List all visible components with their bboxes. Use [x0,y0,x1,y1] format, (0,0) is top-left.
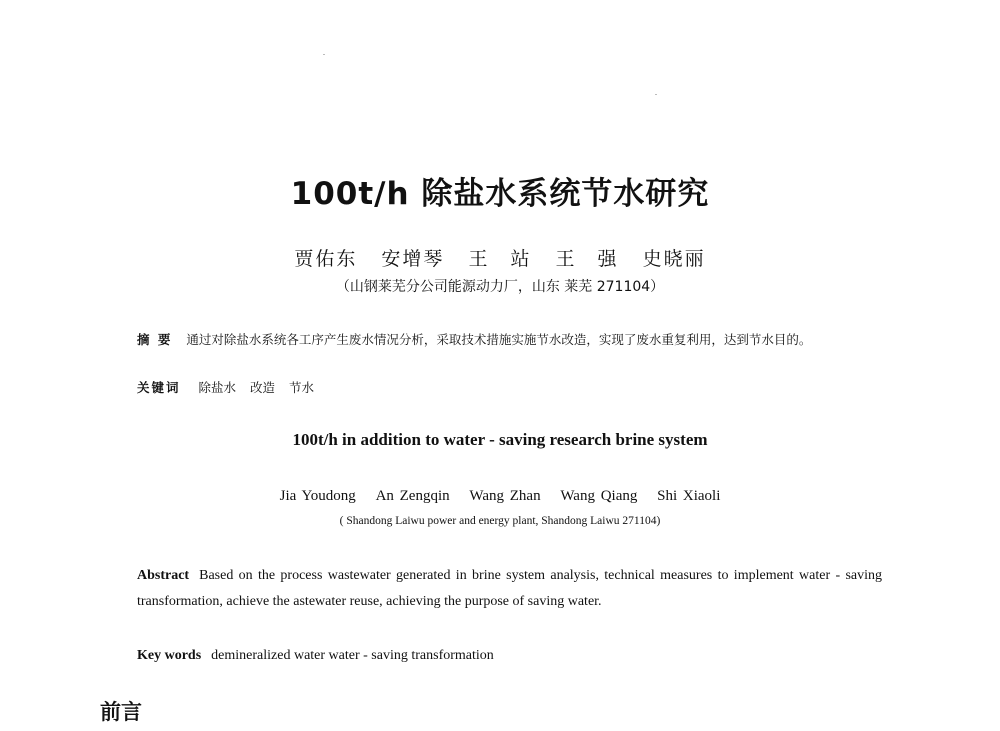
scan-speck [323,54,325,55]
affiliation-cn: （山钢莱芜分公司能源动力厂，山东 莱芜 271104） [335,279,665,295]
abstract-text-cn: 通过对除盐水系统各工序产生废水情况分析，采取技术措施实施节水改造，实现了废水重复利用，达到节水目的。 [186,332,812,347]
author-name-en: Jia Youdong [279,488,356,504]
keyword-cn: 节水 [289,380,315,395]
keywords-label-cn: 关键词 [137,380,181,395]
keywords-cn [137,378,882,398]
abstract-label-en: Abstract [137,568,190,583]
author-name-en: An Zengqin [375,488,450,504]
abstract-label-cn: 摘 要 [137,332,173,347]
author-name-cn: 贾佑东 [294,248,358,270]
author-name-cn: 安增琴 [381,248,445,270]
author-name-en: Wang Qiang [560,488,638,504]
abstract-text-en: Based on the process wastewater generated in brine system analysis, technical measures to implement water - saving transformation, achieve the astewater reuse, achieving the purpose of saving water. [137,568,882,609]
keywords-text-en: demineralized water water - saving transformation [211,648,494,663]
paper-title-en: 100t/h in addition to water - saving research brine system [292,430,708,449]
keyword-cn: 改造 [250,380,276,395]
abstract-cn [137,330,882,350]
affiliation-en: ( Shandong Laiwu power and energy plant, Shandong Laiwu 271104) [339,515,661,527]
author-list-en [0,488,1000,505]
author-name-en: Shi Xiaoli [657,488,721,504]
author-list-cn [0,244,1000,271]
keywords-en [137,643,882,669]
author-name-en: Wang Zhan [469,488,541,504]
keyword-cn: 除盐水 [198,380,237,395]
author-name-cn: 王 强 [555,248,619,270]
paper-title-cn: 100t/h 除盐水系统节水研究 [290,176,710,212]
abstract-en [137,563,882,615]
scan-speck [655,94,657,95]
author-name-cn: 王 站 [468,248,532,270]
author-name-cn: 史晓丽 [642,248,706,270]
section-heading-preface: 前言 [100,700,142,724]
keywords-label-en: Key words [137,648,202,663]
